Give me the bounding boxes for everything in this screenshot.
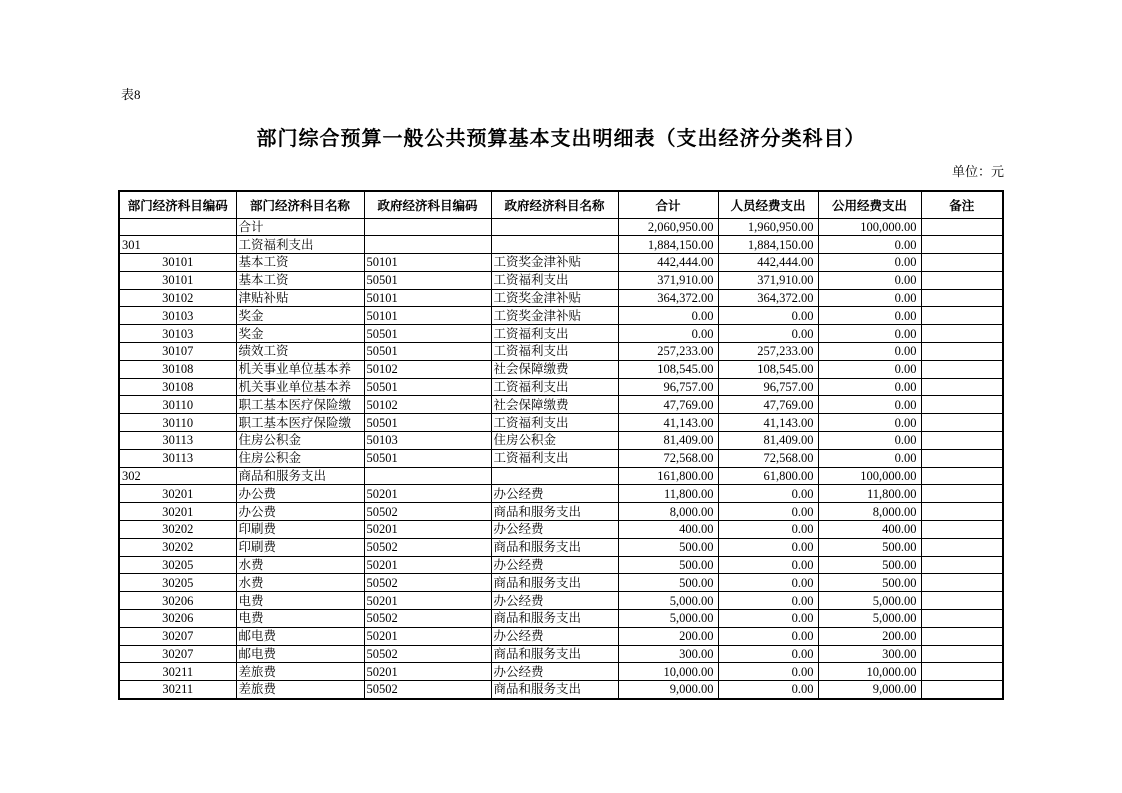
- column-header-gov-name: 政府经济科目名称: [491, 191, 618, 218]
- table-cell: 奖金: [236, 325, 364, 343]
- table-cell: 371,910.00: [718, 271, 818, 289]
- table-cell: 108,545.00: [618, 360, 718, 378]
- table-cell: 1,884,150.00: [618, 236, 718, 254]
- table-cell: [364, 218, 491, 236]
- table-cell: 9,000.00: [618, 681, 718, 699]
- table-cell: 50201: [364, 663, 491, 681]
- table-cell: 41,143.00: [618, 414, 718, 432]
- table-cell: 364,372.00: [718, 289, 818, 307]
- table-cell: [921, 343, 1003, 361]
- table-cell: 8,000.00: [818, 503, 921, 521]
- table-cell: 81,409.00: [618, 432, 718, 450]
- table-cell: 0.00: [718, 574, 818, 592]
- table-row: [119, 467, 1003, 485]
- table-cell: 30206: [119, 592, 236, 610]
- table-cell: 30211: [119, 663, 236, 681]
- table-cell: 47,769.00: [618, 396, 718, 414]
- table-cell: [921, 521, 1003, 539]
- table-cell: [921, 289, 1003, 307]
- table-cell: 0.00: [618, 325, 718, 343]
- table-row: [119, 325, 1003, 343]
- table-cell: 30103: [119, 325, 236, 343]
- table-cell: 30102: [119, 289, 236, 307]
- table-row: [119, 378, 1003, 396]
- table-cell: 100,000.00: [818, 467, 921, 485]
- table-cell: [364, 236, 491, 254]
- table-cell: [921, 432, 1003, 450]
- table-cell: 50501: [364, 449, 491, 467]
- table-cell: 30108: [119, 378, 236, 396]
- table-cell: 津贴补贴: [236, 289, 364, 307]
- table-cell: 50501: [364, 271, 491, 289]
- table-row: [119, 254, 1003, 272]
- table-cell: 30201: [119, 485, 236, 503]
- table-row: [119, 236, 1003, 254]
- table-cell: 社会保障缴费: [491, 360, 618, 378]
- table-cell: 基本工资: [236, 254, 364, 272]
- table-cell: 302: [119, 467, 236, 485]
- table-cell: 81,409.00: [718, 432, 818, 450]
- table-cell: 奖金: [236, 307, 364, 325]
- table-cell: 0.00: [718, 538, 818, 556]
- table-cell: 50502: [364, 610, 491, 628]
- table-cell: 30108: [119, 360, 236, 378]
- table-cell: [921, 378, 1003, 396]
- table-cell: 257,233.00: [618, 343, 718, 361]
- table-cell: 办公费: [236, 485, 364, 503]
- table-cell: [921, 254, 1003, 272]
- table-cell: 30207: [119, 645, 236, 663]
- table-cell: 11,800.00: [618, 485, 718, 503]
- table-cell: 30202: [119, 521, 236, 539]
- table-cell: 0.00: [618, 307, 718, 325]
- table-row: [119, 343, 1003, 361]
- table-cell: [921, 236, 1003, 254]
- table-body: [119, 218, 1003, 699]
- table-cell: 257,233.00: [718, 343, 818, 361]
- table-cell: 300.00: [818, 645, 921, 663]
- table-row: [119, 538, 1003, 556]
- table-cell: 差旅费: [236, 681, 364, 699]
- table-cell: 工资福利支出: [491, 414, 618, 432]
- table-cell: 办公经费: [491, 521, 618, 539]
- table-cell: 50502: [364, 538, 491, 556]
- table-cell: 100,000.00: [818, 218, 921, 236]
- table-cell: 161,800.00: [618, 467, 718, 485]
- table-cell: 工资福利支出: [491, 343, 618, 361]
- table-cell: [921, 485, 1003, 503]
- table-cell: 工资福利支出: [491, 449, 618, 467]
- table-cell: 500.00: [818, 574, 921, 592]
- table-cell: 工资奖金津补贴: [491, 254, 618, 272]
- table-cell: 72,568.00: [618, 449, 718, 467]
- table-cell: 30113: [119, 432, 236, 450]
- table-cell: 机关事业单位基本养: [236, 360, 364, 378]
- table-cell: 200.00: [818, 627, 921, 645]
- table-cell: 400.00: [818, 521, 921, 539]
- table-cell: 工资福利支出: [491, 271, 618, 289]
- table-cell: 办公经费: [491, 556, 618, 574]
- table-cell: 61,800.00: [718, 467, 818, 485]
- table-cell: 442,444.00: [618, 254, 718, 272]
- table-cell: 印刷费: [236, 538, 364, 556]
- table-cell: [119, 218, 236, 236]
- table-cell: [921, 271, 1003, 289]
- table-cell: [921, 307, 1003, 325]
- table-cell: 水费: [236, 574, 364, 592]
- table-row: [119, 396, 1003, 414]
- table-cell: 工资奖金津补贴: [491, 289, 618, 307]
- table-cell: 10,000.00: [818, 663, 921, 681]
- table-cell: 0.00: [818, 414, 921, 432]
- table-cell: 商品和服务支出: [491, 610, 618, 628]
- table-cell: 50201: [364, 592, 491, 610]
- table-cell: 0.00: [718, 307, 818, 325]
- table-row: [119, 663, 1003, 681]
- table-cell: 5,000.00: [818, 610, 921, 628]
- table-cell: 364,372.00: [618, 289, 718, 307]
- table-cell: 电费: [236, 610, 364, 628]
- table-cell: 商品和服务支出: [491, 645, 618, 663]
- table-row: [119, 307, 1003, 325]
- table-cell: 47,769.00: [718, 396, 818, 414]
- table-cell: 442,444.00: [718, 254, 818, 272]
- table-cell: 500.00: [818, 556, 921, 574]
- table-cell: 30207: [119, 627, 236, 645]
- table-cell: 0.00: [718, 485, 818, 503]
- table-cell: [921, 503, 1003, 521]
- table-cell: [921, 574, 1003, 592]
- table-cell: 72,568.00: [718, 449, 818, 467]
- table-cell: 电费: [236, 592, 364, 610]
- table-cell: 0.00: [718, 663, 818, 681]
- table-cell: 基本工资: [236, 271, 364, 289]
- table-cell: [921, 663, 1003, 681]
- table-cell: 差旅费: [236, 663, 364, 681]
- budget-table: [118, 190, 1004, 700]
- table-cell: 0.00: [818, 236, 921, 254]
- table-cell: 职工基本医疗保险缴: [236, 414, 364, 432]
- table-cell: [491, 467, 618, 485]
- column-header-dept-name: 部门经济科目名称: [236, 191, 364, 218]
- table-row: [119, 289, 1003, 307]
- table-cell: 工资福利支出: [236, 236, 364, 254]
- table-cell: 商品和服务支出: [491, 681, 618, 699]
- table-cell: 商品和服务支出: [491, 503, 618, 521]
- table-cell: 8,000.00: [618, 503, 718, 521]
- table-cell: 印刷费: [236, 521, 364, 539]
- table-cell: [921, 360, 1003, 378]
- table-cell: 300.00: [618, 645, 718, 663]
- unit-note: 单位：元: [951, 164, 1004, 179]
- table-cell: 0.00: [818, 254, 921, 272]
- table-cell: 400.00: [618, 521, 718, 539]
- table-cell: 41,143.00: [718, 414, 818, 432]
- table-cell: [921, 538, 1003, 556]
- column-header-gov-code: 政府经济科目编码: [364, 191, 491, 218]
- table-cell: 50103: [364, 432, 491, 450]
- table-cell: 200.00: [618, 627, 718, 645]
- table-row: [119, 360, 1003, 378]
- table-cell: 办公经费: [491, 627, 618, 645]
- table-row: [119, 681, 1003, 699]
- table-cell: 108,545.00: [718, 360, 818, 378]
- table-cell: 1,960,950.00: [718, 218, 818, 236]
- table-cell: 50101: [364, 254, 491, 272]
- table-cell: 0.00: [818, 360, 921, 378]
- table-cell: 50501: [364, 325, 491, 343]
- table-row: [119, 610, 1003, 628]
- table-cell: 邮电费: [236, 627, 364, 645]
- column-header-dept-code: 部门经济科目编码: [119, 191, 236, 218]
- table-cell: 住房公积金: [491, 432, 618, 450]
- table-cell: 社会保障缴费: [491, 396, 618, 414]
- column-header-public-expense: 公用经费支出: [818, 191, 921, 218]
- table-cell: 0.00: [718, 610, 818, 628]
- table-cell: 0.00: [818, 307, 921, 325]
- table-cell: 1,884,150.00: [718, 236, 818, 254]
- table-cell: 500.00: [618, 556, 718, 574]
- table-cell: [921, 467, 1003, 485]
- table-cell: [921, 592, 1003, 610]
- table-cell: 50502: [364, 503, 491, 521]
- table-cell: 50201: [364, 556, 491, 574]
- table-row: [119, 414, 1003, 432]
- table-cell: 商品和服务支出: [491, 538, 618, 556]
- table-cell: 50102: [364, 396, 491, 414]
- table-cell: 371,910.00: [618, 271, 718, 289]
- table-cell: 0.00: [818, 396, 921, 414]
- table-cell: 0.00: [718, 681, 818, 699]
- table-cell: [491, 236, 618, 254]
- table-cell: 2,060,950.00: [618, 218, 718, 236]
- table-cell: 工资福利支出: [491, 325, 618, 343]
- table-row: [119, 271, 1003, 289]
- table-cell: [364, 467, 491, 485]
- table-cell: [921, 396, 1003, 414]
- table-cell: 0.00: [718, 592, 818, 610]
- table-cell: 商品和服务支出: [491, 574, 618, 592]
- table-number-label: 表8: [121, 87, 141, 102]
- table-cell: 0.00: [818, 449, 921, 467]
- page-title: 部门综合预算一般公共预算基本支出明细表（支出经济分类科目）: [256, 126, 866, 150]
- table-cell: 10,000.00: [618, 663, 718, 681]
- table-row: [119, 449, 1003, 467]
- table-cell: 住房公积金: [236, 432, 364, 450]
- table-cell: [921, 218, 1003, 236]
- table-cell: 30101: [119, 254, 236, 272]
- table-cell: 50501: [364, 414, 491, 432]
- table-cell: 0.00: [718, 325, 818, 343]
- table-cell: [921, 556, 1003, 574]
- table-cell: [491, 218, 618, 236]
- table-cell: 0.00: [818, 325, 921, 343]
- table-cell: 50502: [364, 645, 491, 663]
- table-cell: 0.00: [818, 343, 921, 361]
- table-cell: 办公经费: [491, 663, 618, 681]
- table-cell: 水费: [236, 556, 364, 574]
- table-cell: 30201: [119, 503, 236, 521]
- table-cell: 50502: [364, 574, 491, 592]
- table-cell: 30113: [119, 449, 236, 467]
- table-cell: 50201: [364, 521, 491, 539]
- table-cell: 50101: [364, 289, 491, 307]
- table-cell: 50502: [364, 681, 491, 699]
- table-cell: 30103: [119, 307, 236, 325]
- table-cell: 96,757.00: [618, 378, 718, 396]
- table-cell: 绩效工资: [236, 343, 364, 361]
- table-cell: 0.00: [818, 432, 921, 450]
- table-cell: 30205: [119, 556, 236, 574]
- table-row: [119, 503, 1003, 521]
- table-cell: 机关事业单位基本养: [236, 378, 364, 396]
- table-cell: 9,000.00: [818, 681, 921, 699]
- table-cell: 11,800.00: [818, 485, 921, 503]
- table-row: [119, 432, 1003, 450]
- table-cell: 办公经费: [491, 485, 618, 503]
- table-cell: 0.00: [818, 378, 921, 396]
- table-cell: 50501: [364, 378, 491, 396]
- table-cell: 500.00: [618, 574, 718, 592]
- table-cell: 5,000.00: [818, 592, 921, 610]
- table-cell: 工资奖金津补贴: [491, 307, 618, 325]
- table-row: [119, 485, 1003, 503]
- table-cell: 0.00: [718, 503, 818, 521]
- table-cell: 邮电费: [236, 645, 364, 663]
- table-cell: 办公费: [236, 503, 364, 521]
- header-row: [119, 191, 1003, 218]
- table-cell: [921, 681, 1003, 699]
- table-cell: 50201: [364, 627, 491, 645]
- table-cell: 50201: [364, 485, 491, 503]
- table-row: [119, 556, 1003, 574]
- column-header-personnel-expense: 人员经费支出: [718, 191, 818, 218]
- table-row: [119, 574, 1003, 592]
- table-row: [119, 521, 1003, 539]
- table-cell: [921, 610, 1003, 628]
- table-cell: 30211: [119, 681, 236, 699]
- table-row: [119, 645, 1003, 663]
- table-cell: 30101: [119, 271, 236, 289]
- table-cell: [921, 645, 1003, 663]
- table-row: [119, 592, 1003, 610]
- table-cell: 50101: [364, 307, 491, 325]
- table-cell: [921, 414, 1003, 432]
- table-cell: 商品和服务支出: [236, 467, 364, 485]
- table-cell: 96,757.00: [718, 378, 818, 396]
- table-cell: 0.00: [718, 645, 818, 663]
- table-cell: [921, 449, 1003, 467]
- table-cell: 工资福利支出: [491, 378, 618, 396]
- table-cell: 住房公积金: [236, 449, 364, 467]
- table-cell: 0.00: [818, 271, 921, 289]
- table-row: [119, 627, 1003, 645]
- table-cell: 5,000.00: [618, 592, 718, 610]
- table-cell: 办公经费: [491, 592, 618, 610]
- table-cell: 50102: [364, 360, 491, 378]
- table-cell: 30202: [119, 538, 236, 556]
- column-header-note: 备注: [921, 191, 1003, 218]
- table-cell: [921, 627, 1003, 645]
- table-cell: 0.00: [718, 521, 818, 539]
- table-cell: 0.00: [718, 627, 818, 645]
- table-cell: 0.00: [718, 556, 818, 574]
- table-cell: 合计: [236, 218, 364, 236]
- column-header-total: 合计: [618, 191, 718, 218]
- table-cell: 30110: [119, 414, 236, 432]
- table-cell: 职工基本医疗保险缴: [236, 396, 364, 414]
- table-row: [119, 218, 1003, 236]
- table-cell: [921, 325, 1003, 343]
- table-cell: 30107: [119, 343, 236, 361]
- table-cell: 5,000.00: [618, 610, 718, 628]
- table-cell: 30206: [119, 610, 236, 628]
- table-cell: 500.00: [818, 538, 921, 556]
- table-cell: 30110: [119, 396, 236, 414]
- table-cell: 500.00: [618, 538, 718, 556]
- table-cell: 0.00: [818, 289, 921, 307]
- table-cell: 30205: [119, 574, 236, 592]
- table-cell: 50501: [364, 343, 491, 361]
- table-cell: 301: [119, 236, 236, 254]
